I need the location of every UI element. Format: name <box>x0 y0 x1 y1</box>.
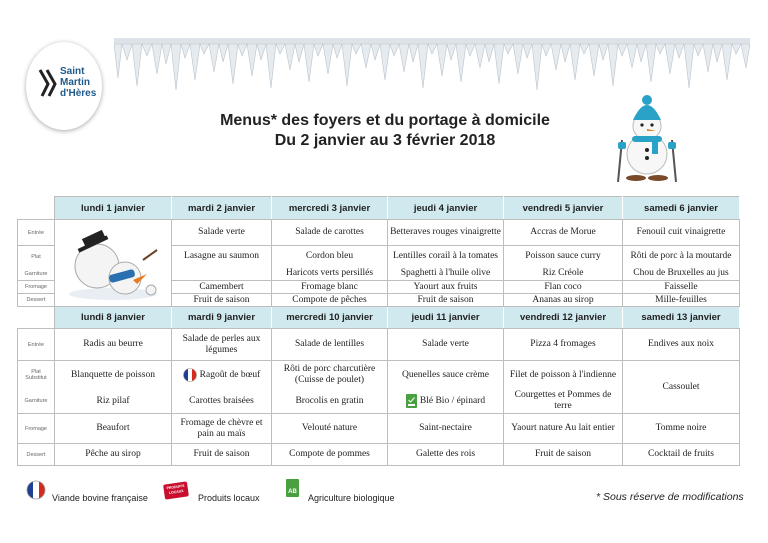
menu-table <box>17 196 740 466</box>
logo-mark-icon <box>38 68 60 98</box>
menu-cell: Fruit de saison <box>388 294 504 307</box>
row-label-entree: Entrée <box>18 329 55 361</box>
menu-cell: Fenouil cuit vinaigrette <box>623 220 740 246</box>
day-header: mercredi 3 janvier <box>272 197 388 220</box>
organic-ab-icon <box>406 394 417 408</box>
organic-badge-text: AB <box>288 489 297 495</box>
header-corner <box>18 307 55 329</box>
menu-cell: Salade de lentilles <box>272 329 388 361</box>
menu-cell <box>172 361 272 390</box>
day-header: vendredi 5 janvier <box>504 197 623 220</box>
menu-cell: Filet de poisson à l'indienne <box>504 361 623 390</box>
row-label-dessert: Dessert <box>18 444 55 466</box>
menu-cell: Courgettes et Pommes de terre <box>504 390 623 414</box>
menu-cell: Riz pilaf <box>55 390 172 414</box>
menu-cell: Salade verte <box>388 329 504 361</box>
row-label-dessert: Dessert <box>18 294 55 307</box>
fallen-snowman-icon <box>63 220 163 302</box>
row-label-fromage: Fromage <box>18 281 55 294</box>
logo-line-1: Saint <box>60 66 85 77</box>
day-header: mardi 9 janvier <box>172 307 272 329</box>
icicles-decoration <box>114 38 750 100</box>
logo-line-3: d'Hères <box>60 88 97 99</box>
menu-cell: Galette des rois <box>388 444 504 466</box>
menu-cell: Riz Créole <box>504 268 623 281</box>
week2-plat-row <box>18 361 740 390</box>
menu-cell-text: Ragoût de bœuf <box>199 369 261 380</box>
menu-cell: Fruit de saison <box>504 444 623 466</box>
row-label-garniture: Garniture <box>18 268 55 281</box>
menu-cell: Salade verte <box>172 220 272 246</box>
menu-cell: Yaourt nature Au lait entier <box>504 414 623 444</box>
menu-cell: Salade de perles aux légumes <box>172 329 272 361</box>
legend-bio-label: Agriculture biologique <box>308 493 395 503</box>
menu-cell-with-icon <box>390 394 501 408</box>
menu-cell: Cordon bleu <box>272 246 388 268</box>
day-header: jeudi 4 janvier <box>388 197 504 220</box>
menu-cell: Saint-nectaire <box>388 414 504 444</box>
menu-cell: Pizza 4 fromages <box>504 329 623 361</box>
menu-cell: Lasagne au saumon <box>172 246 272 268</box>
week2-header-row <box>18 307 740 329</box>
menu-cell: Pêche au sirop <box>55 444 172 466</box>
day-header: jeudi 11 janvier <box>388 307 504 329</box>
logo-text <box>60 66 96 99</box>
menu-cell: Faisselle <box>623 281 740 294</box>
holiday-snowman-cell <box>55 220 172 307</box>
menu-cell: Blanquette de poisson <box>55 361 172 390</box>
menu-cell: Rôti de porc charcutière (Cuisse de poulet) <box>272 361 388 390</box>
menu-cell: Mille-feuilles <box>623 294 740 307</box>
organic-ab-legend-icon <box>286 479 299 497</box>
row-label-plat-text: Plat <box>31 369 41 376</box>
menu-cell: Betteraves rouges vinaigrette <box>388 220 504 246</box>
logo-line-2: Martin <box>60 77 90 88</box>
snowman-illustration <box>606 92 686 184</box>
menu-cell: Endives aux noix <box>623 329 740 361</box>
menu-cell: Velouté nature <box>272 414 388 444</box>
menu-cell: Fruit de saison <box>172 294 272 307</box>
page-title: Menus* des foyers et du portage à domicile <box>220 112 550 129</box>
menu-cell: Yaourt aux fruits <box>388 281 504 294</box>
menu-cell: Fromage de chèvre et pain au maïs <box>172 414 272 444</box>
menu-cell <box>172 268 272 281</box>
menu-cell: Accras de Morue <box>504 220 623 246</box>
day-header: mercredi 10 janvier <box>272 307 388 329</box>
menu-cell: Camembert <box>172 281 272 294</box>
day-header: lundi 8 janvier <box>55 307 172 329</box>
week2-fromage-row <box>18 414 740 444</box>
legend-local-label: Produits locaux <box>198 493 260 503</box>
menu-cell: Carottes braisées <box>172 390 272 414</box>
menu-cell: Salade de carottes <box>272 220 388 246</box>
row-label-fromage: Fromage <box>18 414 55 444</box>
page-subtitle: Du 2 janvier au 3 février 2018 <box>274 132 496 149</box>
menu-cell: Compote de pêches <box>272 294 388 307</box>
row-label-plat: Plat <box>18 246 55 268</box>
saint-martin-dheres-logo <box>26 42 102 130</box>
menu-cell: Fromage blanc <box>272 281 388 294</box>
reserve-note: * Sous réserve de modifications <box>596 491 744 503</box>
menu-cell: Cocktail de fruits <box>623 444 740 466</box>
menu-cell: Flan coco <box>504 281 623 294</box>
french-flag-legend-icon <box>26 480 46 500</box>
local-badge-text: PRODUITS LOCAUX <box>166 483 185 495</box>
menu-cell: Brocolis en gratin <box>272 390 388 414</box>
menu-cell: Compote de pommes <box>272 444 388 466</box>
menu-cell: Radis au beurre <box>55 329 172 361</box>
menu-cell: Chou de Bruxelles au jus <box>623 268 740 281</box>
day-header: lundi 1 janvier <box>55 197 172 220</box>
french-beef-flag-icon <box>183 368 197 382</box>
menu-cell: Spaghetti à l'huile olive <box>388 268 504 281</box>
row-label-substitut-text: Substitut <box>25 375 47 382</box>
menu-cell: Quenelles sauce crème <box>388 361 504 390</box>
header-corner <box>18 197 55 220</box>
menu-cell: Haricots verts persillés <box>272 268 388 281</box>
week2-entree-row <box>18 329 740 361</box>
menu-cell: Cassoulet <box>623 361 740 414</box>
menu-cell: Ananas au sirop <box>504 294 623 307</box>
menu-cell: Rôti de porc à la moutarde <box>623 246 740 268</box>
menu-cell <box>388 390 504 414</box>
menu-cell: Poisson sauce curry <box>504 246 623 268</box>
row-label-plat <box>18 361 55 390</box>
row-label-garniture: Garniture <box>18 390 55 414</box>
day-header: vendredi 12 janvier <box>504 307 623 329</box>
menu-cell: Fruit de saison <box>172 444 272 466</box>
day-header: samedi 13 janvier <box>623 307 740 329</box>
menu-cell: Tomme noire <box>623 414 740 444</box>
row-label-entree: Entrée <box>18 220 55 246</box>
week2-dessert-row <box>18 444 740 466</box>
menu-cell: Beaufort <box>55 414 172 444</box>
menu-cell-with-icon <box>174 368 269 382</box>
week1-header-row <box>18 197 740 220</box>
local-products-badge-icon <box>163 481 189 499</box>
menu-cell: Lentilles corail à la tomates <box>388 246 504 268</box>
menu-cell-text: Blé Bio / épinard <box>419 395 486 406</box>
day-header: mardi 2 janvier <box>172 197 272 220</box>
day-header: samedi 6 janvier <box>623 197 740 220</box>
week1-entree-row <box>18 220 740 246</box>
legend-bovine-label: Viande bovine française <box>52 493 148 503</box>
